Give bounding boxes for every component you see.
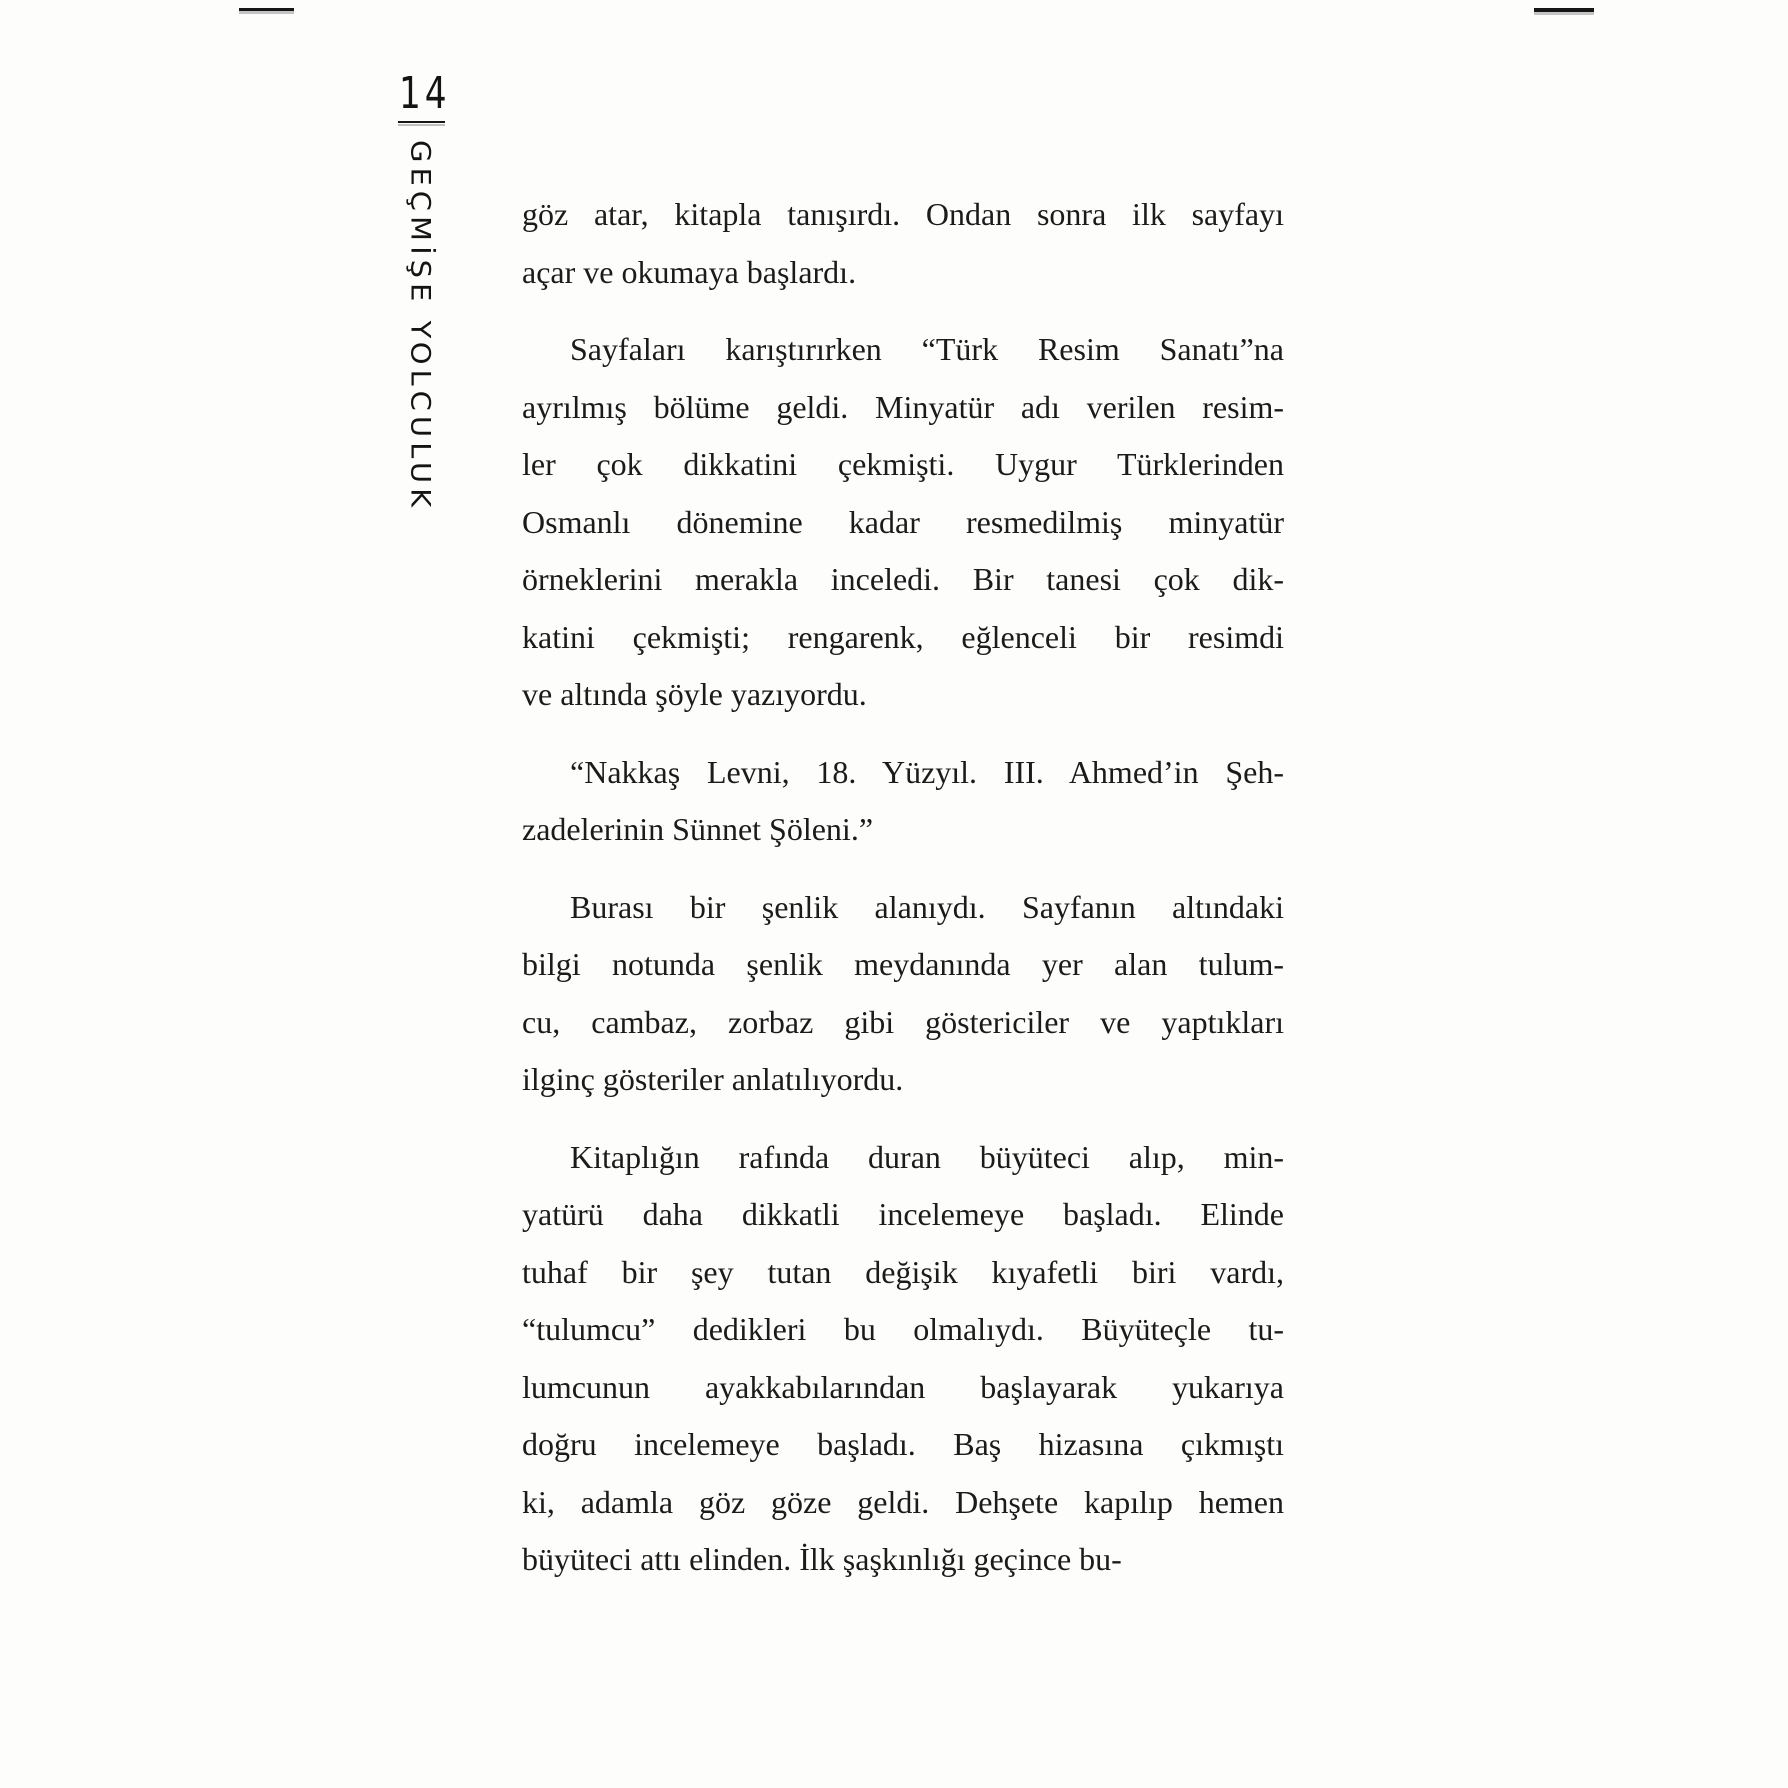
paragraph [522,186,1284,301]
paragraph [522,744,1284,859]
text-line: doğru incelemeye başladı. Baş hizasına çıkmıştı [522,1426,1284,1462]
text-line: Burası bir şenlik alanıydı. Sayfanın altındaki [570,888,1284,925]
text-line: büyüteci attı elinden. İlk şaşkınlığı geçince bu- [522,1541,1122,1577]
text-line: “tulumcu” dedikleri bu olmalıydı. Büyüteçle tu- [522,1311,1284,1347]
text-line: ler çok dikkatini çekmişti. Uygur Türklerinden [522,446,1284,482]
text-line: bilgi notunda şenlik meydanında yer alan tulum- [522,946,1284,982]
text-line: Sayfaları karıştırırken “Türk Resim Sanatı”na [570,331,1284,367]
running-title: GEÇMİŞE YOLCULUK [405,140,437,513]
text-line: cu, cambaz, zorbaz gibi göstericiler ve yaptıkları [522,1003,1284,1040]
paragraph [522,321,1284,724]
paragraph [522,879,1284,1109]
header-rule [398,121,445,123]
text-line: “Nakkaş Levni, 18. Yüzyıl. III. Ahmed’in Şeh- [570,753,1284,790]
text-line: örneklerini merakla inceledi. Bir tanesi çok dik- [522,561,1284,597]
page-number: 14 [399,68,451,119]
top-left-fold-mark [239,8,294,11]
text-line: katini çekmişti; rengarenk, eğlenceli bir resimdi [522,618,1284,655]
text-line: ve altında şöyle yazıyordu. [522,676,867,712]
text-line: ilginç gösteriler anlatılıyordu. [522,1061,904,1097]
text-line: zadelerinin Sünnet Şöleni.” [522,811,874,847]
text-line: Osmanlı dönemine kadar resmedilmiş minyatür [522,503,1284,540]
text-line: lumcunun ayakkabılarından başlayarak yukarıya [522,1368,1284,1405]
text-line: yatürü daha dikkatli incelemeye başladı. Elinde [522,1196,1284,1232]
text-line: Kitaplığın rafında duran büyüteci alıp, min- [570,1138,1284,1175]
text-line: göz atar, kitapla tanışırdı. Ondan sonra ilk sayfayı [522,196,1284,232]
text-line: açar ve okumaya başlardı. [522,253,857,290]
text-line: tuhaf bir şey tutan değişik kıyafetli biri vardı, [522,1253,1284,1290]
text-line: ayrılmış bölüme geldi. Minyatür adı verilen resim- [522,388,1284,425]
text-line: ki, adamla göz göze geldi. Dehşete kapılıp hemen [522,1483,1284,1520]
body-text [522,186,1284,1589]
top-right-fold-mark [1534,8,1594,12]
paragraph [522,1129,1284,1589]
